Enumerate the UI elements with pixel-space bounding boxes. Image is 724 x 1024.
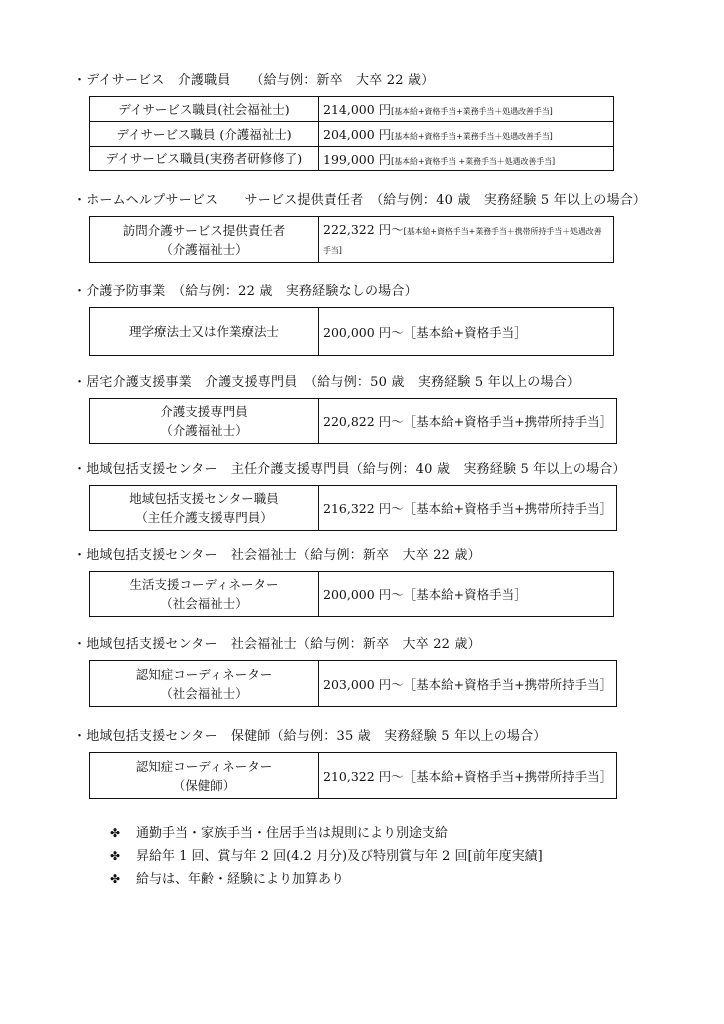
table-row bbox=[90, 308, 614, 356]
pay-amount: 222,322 円～ bbox=[323, 221, 404, 237]
section-heading: ・介護予防事業 （給与例：22 歳 実務経験なしの場合） bbox=[73, 284, 418, 299]
role-title: 認知症コーディネーター bbox=[135, 666, 273, 682]
table-row bbox=[90, 753, 617, 799]
role-cell bbox=[90, 399, 319, 444]
pay-cell bbox=[319, 97, 614, 122]
pay-amount: 199,000 円 bbox=[323, 151, 392, 167]
table-row bbox=[90, 661, 617, 707]
note-text: 昇給年 1 回、賞与年 2 回(4.2 月分)及び特別賞与年 2 回[前年度実績] bbox=[136, 849, 543, 864]
role-qualification: （主任介護支援専門員） bbox=[135, 510, 273, 525]
role-title: 介護支援専門員 bbox=[160, 404, 248, 419]
role-cell bbox=[90, 217, 319, 263]
pay-cell: 220,822 円～［基本給+資格手当+携帯所持手当］ bbox=[319, 399, 617, 444]
role-qualification: （保健師） bbox=[172, 777, 236, 793]
section-community-dementia-nurse bbox=[73, 729, 617, 799]
role-cell: 理学療法士又は作業療法士 bbox=[90, 308, 319, 356]
role-cell bbox=[90, 753, 319, 799]
role-title: 認知症コーディネーター bbox=[135, 758, 273, 774]
table-row bbox=[90, 217, 614, 263]
pay-detail: [基本給+資格手当+業務手当＋携帯所持手当＋処遇改善手当] bbox=[323, 226, 602, 255]
pay-cell: 203,000 円～［基本給+資格手当+携帯所持手当］ bbox=[319, 661, 617, 707]
table-row bbox=[90, 122, 614, 147]
role-cell bbox=[90, 661, 319, 707]
note-text: 通勤手当・家族手当・住居手当は規則により別途支給 bbox=[136, 826, 449, 841]
section-prevention bbox=[73, 284, 614, 356]
pay-amount: 204,000 円 bbox=[323, 127, 392, 142]
pay-cell: 210,322 円～［基本給+資格手当+携帯所持手当］ bbox=[319, 753, 617, 799]
section-heading: ・地域包括支援センター 社会福祉士（給与例：新卒 大卒 22 歳） bbox=[73, 548, 481, 563]
section-community-life-support bbox=[73, 548, 614, 617]
section-day-service bbox=[73, 73, 614, 171]
pay-cell: 200,000 円～［基本給+資格手当］ bbox=[319, 572, 614, 617]
pay-cell bbox=[319, 122, 614, 147]
pay-cell bbox=[319, 147, 614, 171]
role-cell bbox=[90, 572, 319, 617]
salary-table bbox=[89, 216, 614, 263]
role-cell: デイサービス職員 (介護福祉士) bbox=[90, 122, 319, 147]
salary-table bbox=[89, 398, 617, 444]
section-heading: ・地域包括支援センター 主任介護支援専門員（給与例：40 歳 実務経験 5 年以上の場合） bbox=[73, 462, 626, 477]
role-cell: デイサービス職員(実務者研修修了) bbox=[90, 147, 319, 171]
role-qualification: （社会福祉士） bbox=[160, 596, 248, 611]
table-row bbox=[90, 97, 614, 122]
role-qualification: （介護福祉士） bbox=[160, 241, 248, 257]
role-qualification: （介護福祉士） bbox=[160, 423, 248, 438]
section-heading: ・居宅介護支援事業 介護支援専門員 （給与例：50 歳 実務経験 5 年以上の場合） bbox=[73, 375, 581, 390]
role-title: 訪問介護サービス提供責任者 bbox=[122, 222, 286, 238]
salary-table bbox=[89, 571, 614, 617]
pay-cell: 216,322 円～［基本給+資格手当+携帯所持手当］ bbox=[319, 486, 617, 531]
section-community-chief bbox=[73, 462, 626, 531]
note-item bbox=[110, 822, 543, 845]
section-heading: ・デイサービス 介護職員 （給与例：新卒 大卒 22 歳） bbox=[73, 73, 435, 88]
clover-bullet-icon: ✤ bbox=[110, 849, 121, 863]
table-row bbox=[90, 147, 614, 171]
pay-detail: [基本給+資格手当+業務手当＋処遇改善手当] bbox=[391, 107, 553, 116]
section-heading: ・地域包括支援センター 保健師（給与例：35 歳 実務経験 5 年以上の場合） bbox=[73, 729, 547, 744]
salary-table bbox=[89, 752, 617, 799]
section-home-help bbox=[73, 193, 646, 263]
table-row bbox=[90, 399, 617, 444]
role-title: 地域包括支援センター職員 bbox=[129, 491, 279, 506]
pay-detail: [基本給+資格手当+業務手当＋処遇改善手当] bbox=[391, 132, 553, 141]
salary-table bbox=[89, 96, 614, 171]
notes-list bbox=[110, 822, 543, 891]
note-text: 給与は、年齢・経験により加算あり bbox=[136, 872, 345, 887]
salary-table bbox=[89, 307, 614, 356]
role-cell: デイサービス職員(社会福祉士) bbox=[90, 97, 319, 122]
note-item bbox=[110, 845, 543, 868]
pay-detail: [基本給+資格手当 +業務手当＋処遇改善手当] bbox=[391, 156, 556, 166]
clover-bullet-icon: ✤ bbox=[110, 872, 121, 886]
note-item bbox=[110, 868, 543, 891]
section-home-care-support bbox=[73, 375, 617, 444]
table-row bbox=[90, 572, 614, 617]
pay-amount: 214,000 円 bbox=[323, 102, 392, 117]
pay-cell bbox=[319, 217, 614, 263]
section-heading: ・地域包括支援センター 社会福祉士（給与例：新卒 大卒 22 歳） bbox=[73, 637, 481, 652]
role-qualification: （社会福祉士） bbox=[160, 685, 248, 701]
role-cell bbox=[90, 486, 319, 531]
salary-table bbox=[89, 660, 617, 707]
section-community-dementia-sw bbox=[73, 637, 617, 707]
table-row bbox=[90, 486, 617, 531]
pay-cell: 200,000 円～［基本給+資格手当］ bbox=[319, 308, 614, 356]
section-heading: ・ホームヘルプサービス サービス提供責任者 （給与例：40 歳 実務経験 5 年以上の場合） bbox=[73, 193, 647, 208]
clover-bullet-icon: ✤ bbox=[110, 826, 121, 840]
salary-table bbox=[89, 485, 617, 531]
role-title: 生活支援コーディネーター bbox=[129, 577, 279, 592]
